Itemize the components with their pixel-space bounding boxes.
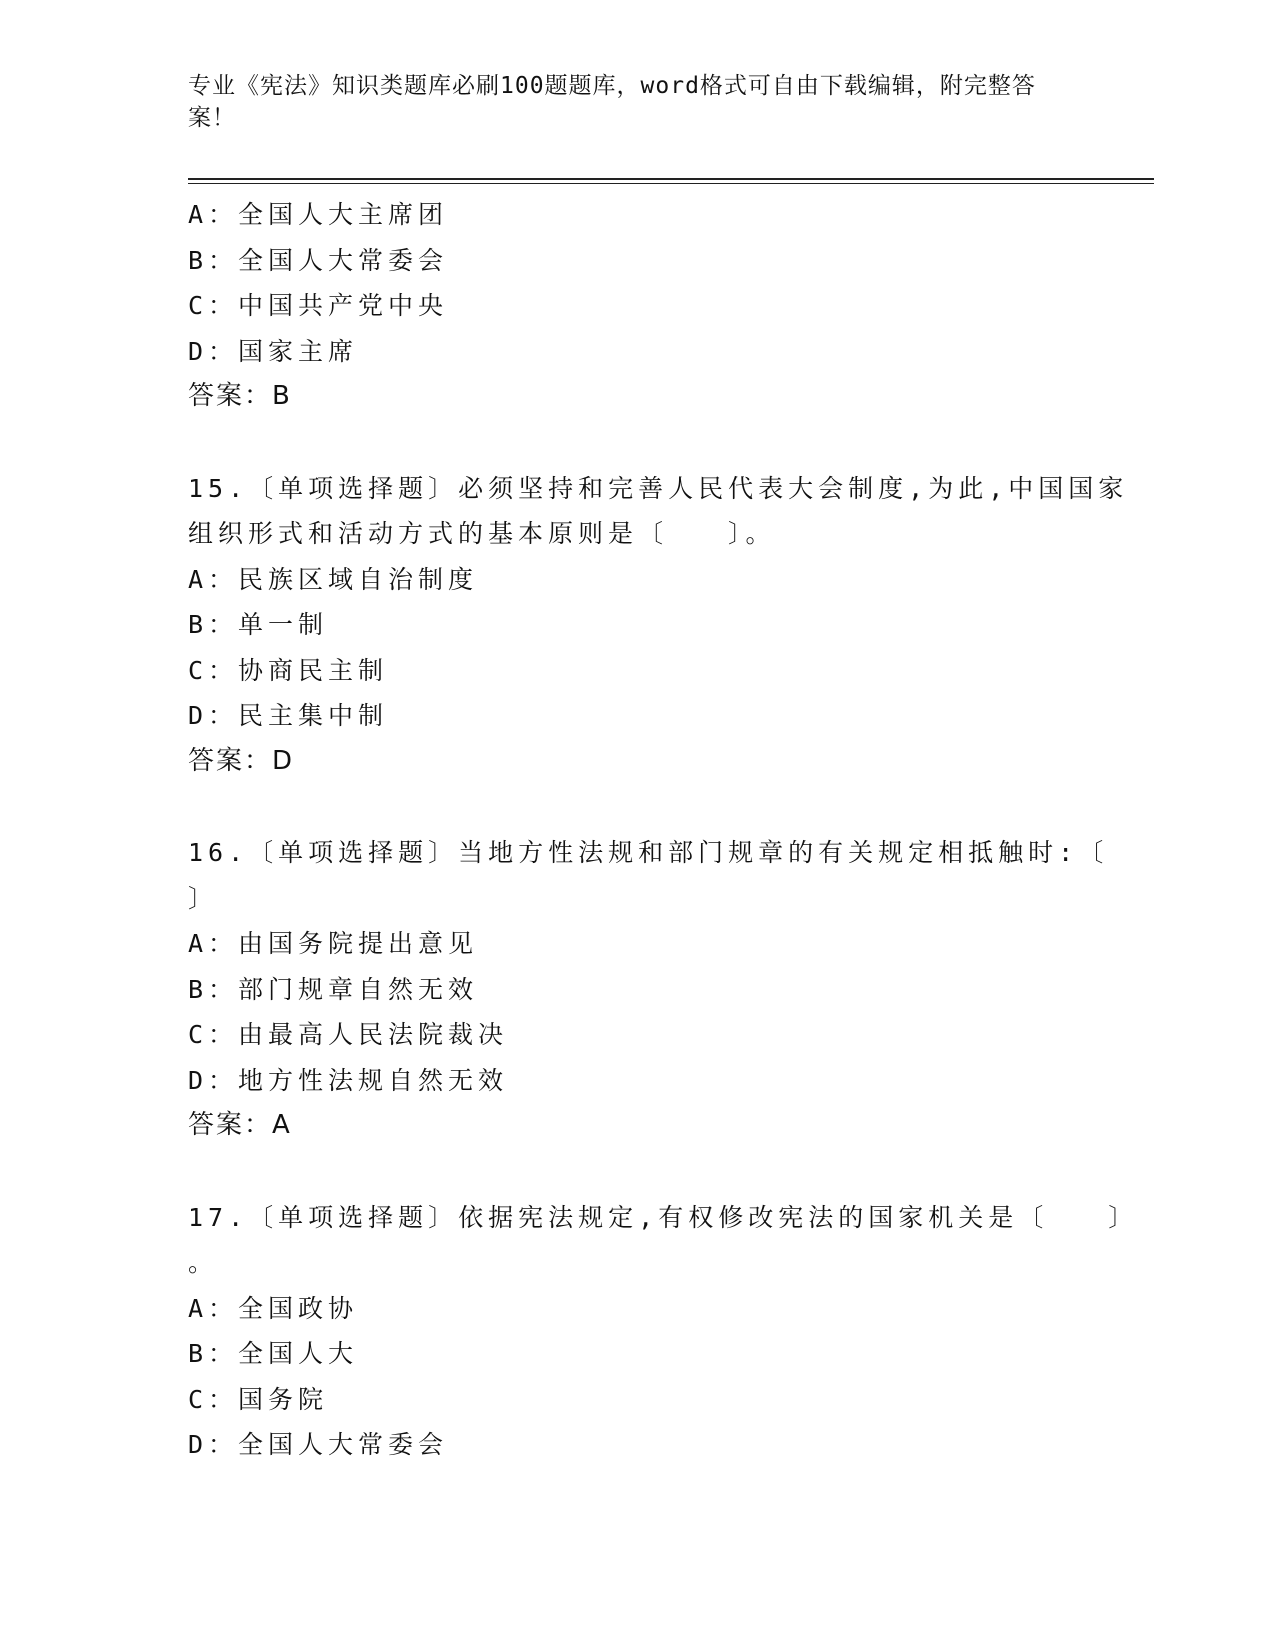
option-b: B：部门规章自然无效 <box>188 974 479 1004</box>
question-text-line: 。 <box>188 1248 219 1277</box>
prev-question-block <box>188 192 1088 420</box>
question-16 <box>188 830 1109 1149</box>
option-a: A：民族区域自治制度 <box>188 564 479 594</box>
option-a: A：全国政协 <box>188 1293 359 1323</box>
option-d: D：地方性法规自然无效 <box>188 1065 509 1095</box>
question-list <box>188 192 1139 1468</box>
option-b: B：全国人大常委会 <box>188 245 449 275</box>
option-a: A：全国人大主席团 <box>188 200 449 229</box>
option-d: D：全国人大常委会 <box>188 1430 449 1459</box>
answer-line: 答案：A <box>188 1110 292 1140</box>
question-17 <box>188 1195 1139 1468</box>
option-b: B：全国人大 <box>188 1339 359 1368</box>
option-d: D：国家主席 <box>188 336 359 366</box>
option-d: D：民主集中制 <box>188 701 389 730</box>
option-c: C：中国共产党中央 <box>188 291 449 320</box>
header-divider-thick <box>188 178 1154 180</box>
question-text-line: 16.〔单项选择题〕当地方性法规和部门规章的有关规定相抵触时:〔 <box>188 838 1109 867</box>
option-c: C：由最高人民法院裁决 <box>188 1020 509 1049</box>
header-divider-thin <box>188 183 1154 184</box>
option-b: B：单一制 <box>188 610 329 639</box>
question-text-line: 17.〔单项选择题〕依据宪法规定,有权修改宪法的国家机关是〔 〕 <box>188 1202 1139 1232</box>
option-c: C：国务院 <box>188 1384 329 1414</box>
answer-line: 答案：B <box>188 381 292 411</box>
question-text-line: 组织形式和活动方式的基本原则是〔 〕。 <box>188 519 776 548</box>
question-text-line: 〕 <box>188 883 219 913</box>
option-a: A：由国务院提出意见 <box>188 929 479 958</box>
answer-line: 答案：D <box>188 745 295 776</box>
question-15 <box>188 466 1129 785</box>
question-text-line: 15.〔单项选择题〕必须坚持和完善人民代表大会制度,为此,中国国家 <box>188 473 1129 503</box>
document-header: 专业《宪法》知识类题库必刷100题题库，word格式可自由下载编辑，附完整答案！ <box>188 73 1036 131</box>
option-c: C：协商民主制 <box>188 655 389 685</box>
